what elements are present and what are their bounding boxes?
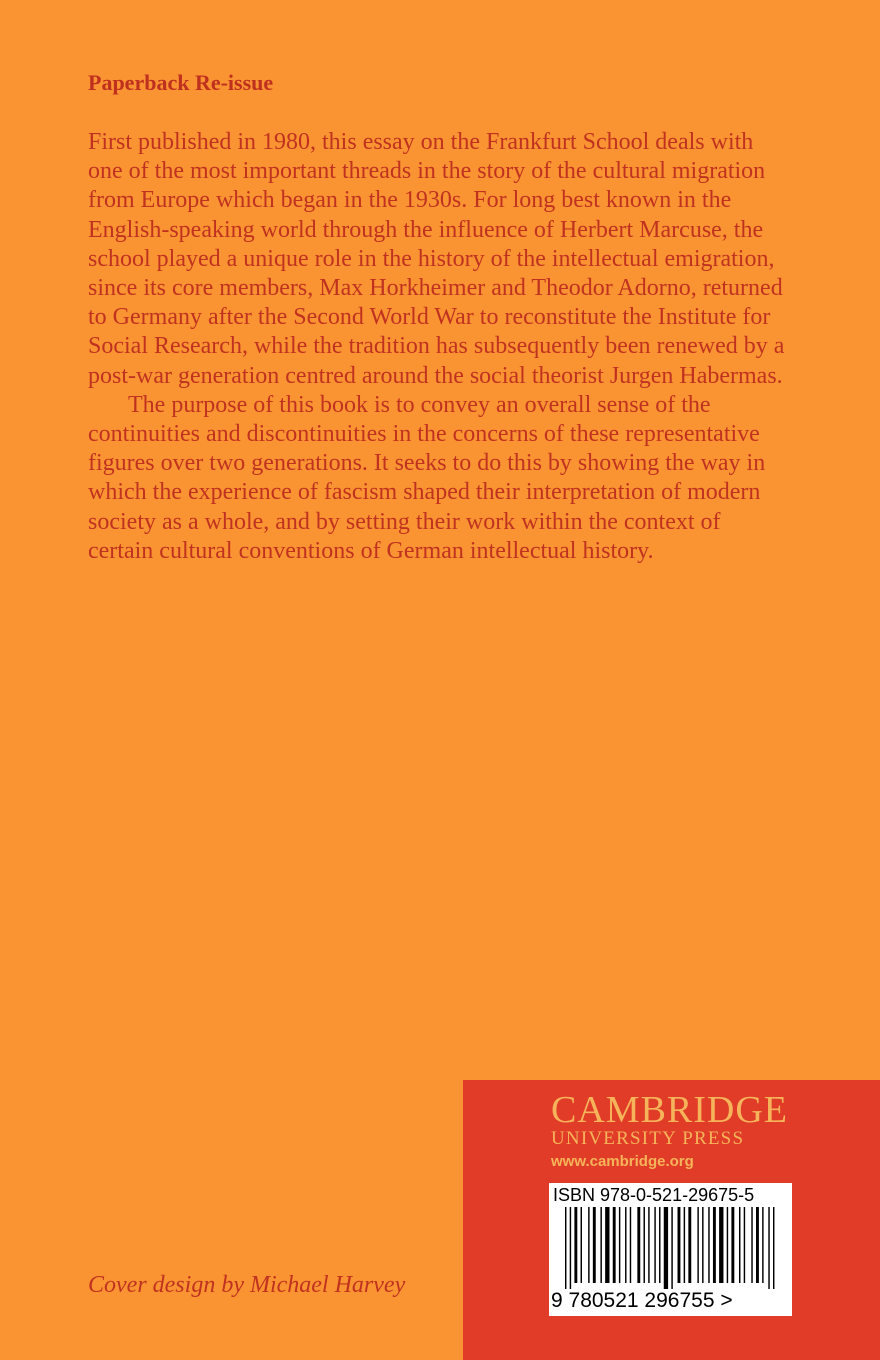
publisher-subtitle: UNIVERSITY PRESS <box>551 1128 745 1149</box>
barcode-bar <box>688 1207 691 1283</box>
barcode-bar <box>713 1207 716 1283</box>
barcode-bar <box>768 1207 769 1289</box>
barcode-bar <box>581 1207 582 1283</box>
barcode-bar <box>630 1207 631 1283</box>
barcode-bar <box>739 1207 740 1283</box>
barcode-bar <box>648 1207 649 1283</box>
barcode-bar <box>593 1207 596 1283</box>
barcode-bar <box>613 1207 616 1283</box>
barcode-bar <box>731 1207 734 1283</box>
barcode-bar <box>697 1207 698 1283</box>
barcode-bar <box>678 1207 681 1283</box>
barcode-bar <box>708 1207 709 1283</box>
edition-heading: Paperback Re-issue <box>88 70 274 95</box>
barcode-bar <box>744 1207 745 1283</box>
barcode-bar <box>605 1207 609 1283</box>
barcode-bar <box>702 1207 703 1283</box>
isbn-label: ISBN 978-0-521-29675-5 <box>553 1185 755 1205</box>
blurb-paragraph-2: The purpose of this book is to convey an overall sense of the continuities and discontinuities in the concerns of these representative figures over two generations. It seeks to do this by showing the way in which the experience of fascism shaped their interpretation of modern society as a whole, and by setting their work within the context of certain cultural conventions of German intellectual history. <box>88 391 766 564</box>
barcode-bar <box>588 1207 589 1283</box>
barcode-bar <box>719 1207 723 1283</box>
barcode-icon <box>565 1207 781 1289</box>
barcode-bar <box>625 1207 626 1283</box>
barcode-bar <box>751 1207 752 1283</box>
blurb-paragraph-1: First published in 1980, this essay on the Frankfurt School deals with one of the most important threads in the story of the cultural migration from Europe which began in the 1930s. For long best known in the English-speaking world through the influence of Herbert Marcuse, the school played a unique role in the history of the intellectual emigration, since its core members, Max Horkheimer and Theodor Adorno, returned to Germany after the Second World War to reconstitute the Institute for Social Research, while the tradition has subsequently been renewed by a post-war generation centred around the social theorist Jurgen Habermas. <box>88 129 785 389</box>
barcode-digits: 9 780521 296755 > <box>551 1289 733 1312</box>
publisher-block <box>463 1080 880 1360</box>
barcode-bar <box>659 1207 660 1283</box>
barcode-bar <box>684 1207 685 1283</box>
barcode-bar <box>619 1207 620 1283</box>
barcode-bar <box>574 1207 577 1283</box>
barcode-bar <box>773 1207 774 1289</box>
barcode-bar <box>644 1207 645 1283</box>
cover-design-credit: Cover design by Michael Harvey <box>88 1272 406 1298</box>
blurb <box>88 128 788 566</box>
barcode-bar <box>654 1207 655 1283</box>
barcode-bar <box>727 1207 728 1283</box>
publisher-url: www.cambridge.org <box>551 1153 694 1170</box>
publisher-name: CAMBRIDGE <box>551 1089 789 1131</box>
barcode-bar <box>756 1207 759 1283</box>
barcode-bar <box>600 1207 601 1283</box>
barcode-bar <box>671 1207 672 1289</box>
barcode-bar <box>637 1207 640 1283</box>
barcode-box <box>549 1183 792 1316</box>
barcode-bar <box>570 1207 571 1289</box>
barcode-bar <box>664 1207 668 1289</box>
barcode-bar <box>762 1207 763 1283</box>
barcode-bar <box>565 1207 566 1289</box>
